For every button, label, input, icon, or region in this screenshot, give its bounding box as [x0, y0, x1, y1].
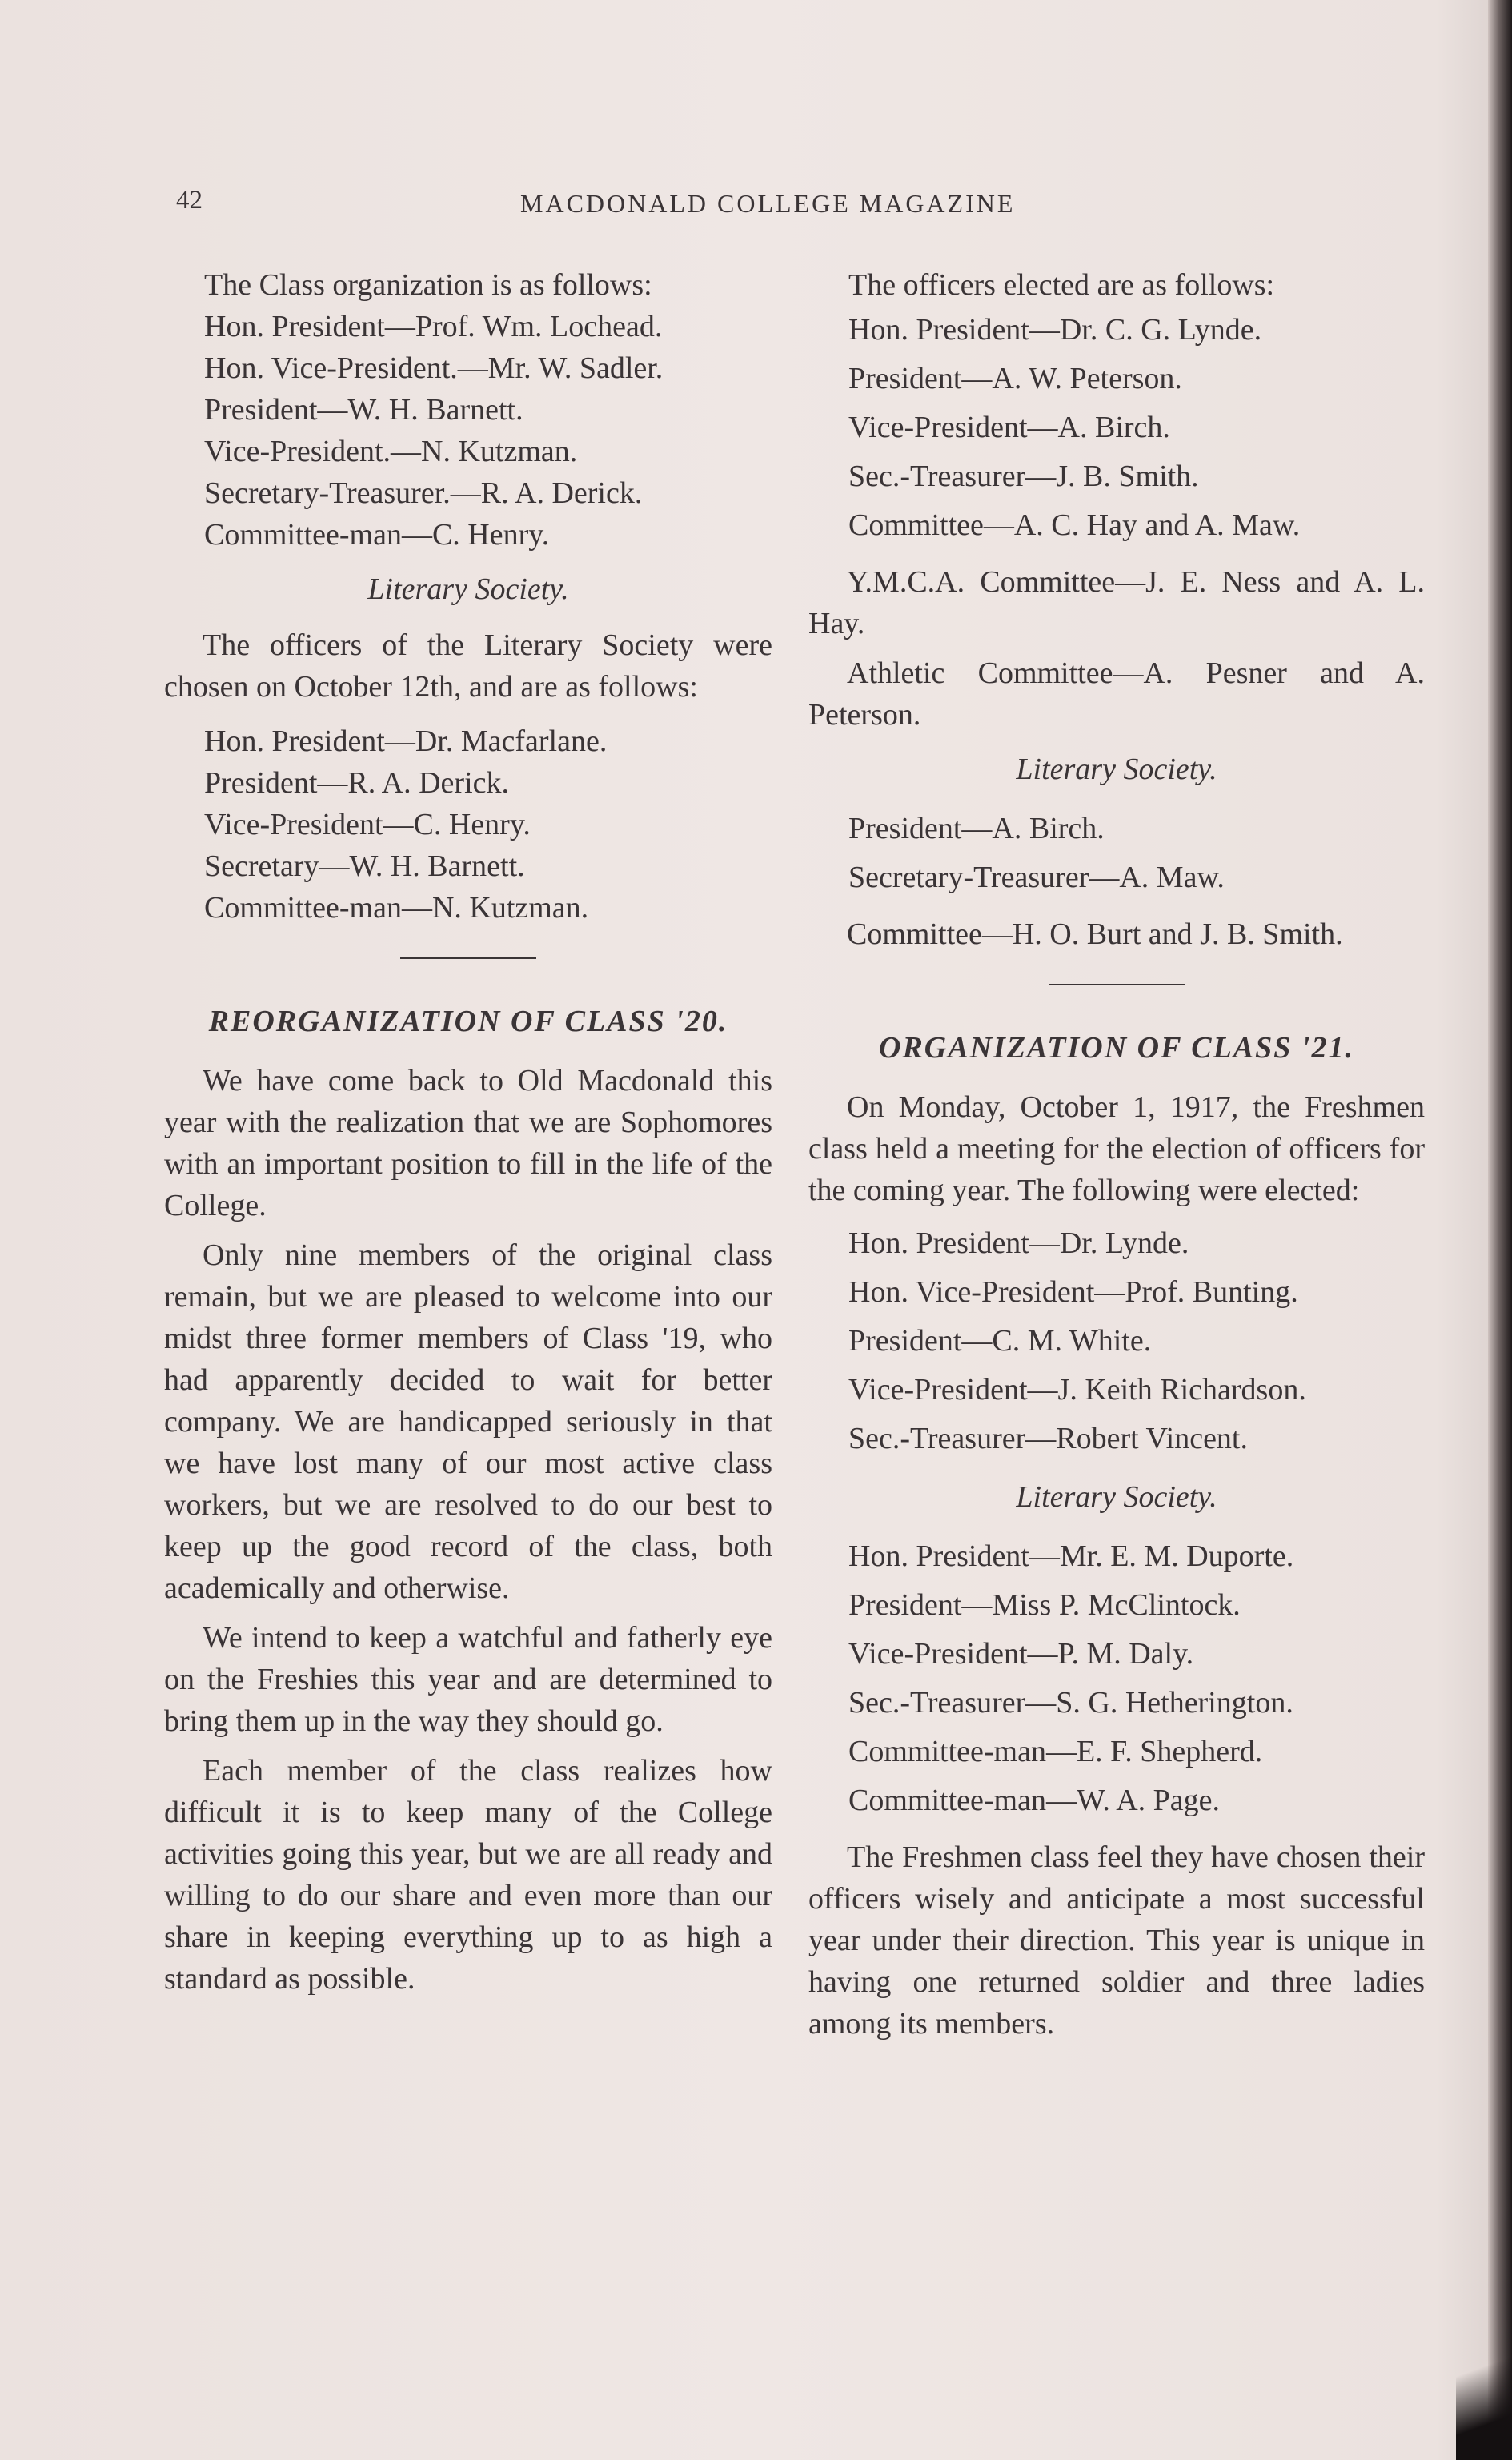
body-paragraph: We intend to keep a watchful and fatherly eye on the Freshies this year and are determined to bring them up in the way they should go.: [164, 1621, 772, 1738]
literary-officer-item: Vice-President—P. M. Daly.: [848, 1637, 1194, 1671]
officer-item: Vice-President—A. Birch.: [848, 411, 1170, 444]
literary-officer-item: Sec.-Treasurer—S. G. Hetherington.: [848, 1686, 1293, 1720]
literary-officer-item: Committee-man—E. F. Shepherd.: [848, 1735, 1263, 1768]
class-org-item: President—W. H. Barnett.: [204, 393, 523, 427]
literary-officer-item: Committee-man—N. Kutzman.: [204, 891, 589, 925]
literary-officer-item: Hon. President—Dr. Macfarlane.: [204, 724, 608, 758]
officers-intro: The officers elected are as follows:: [848, 268, 1275, 302]
literary-officers-list: [808, 805, 1425, 902]
officer-item: President—A. W. Peterson.: [848, 362, 1182, 395]
literary-officers-list: [164, 720, 772, 929]
literary-society-heading: Literary Society.: [367, 572, 569, 606]
running-title: MACDONALD COLLEGE MAGAZINE: [520, 189, 1016, 218]
class21-officer-item: Hon. Vice-President—Prof. Bunting.: [848, 1275, 1298, 1309]
body-paragraph: We have come back to Old Macdonald this year with the realization that we are Sophomores with an important position to fill in the life of the College.: [164, 1064, 772, 1222]
page-header: [176, 186, 1105, 226]
class21-officer-item: Sec.-Treasurer—Robert Vincent.: [848, 1422, 1248, 1455]
officer-item: Hon. President—Dr. C. G. Lynde.: [848, 313, 1262, 347]
reorganization-section-title: REORGANIZATION OF CLASS '20.: [208, 1005, 728, 1038]
officer-item: Committee—A. C. Hay and A. Maw.: [848, 508, 1301, 542]
closing-paragraph: The Freshmen class feel they have chosen their officers wisely and anticipate a most successful year under their direction. This year is unique in having one returned soldier and three ladies among its members.: [808, 1840, 1425, 2041]
literary-officer-item: President—A. Birch.: [848, 812, 1105, 845]
body-paragraph: On Monday, October 1, 1917, the Freshmen class held a meeting for the election of officers for the coming year. The following were elected:: [808, 1090, 1425, 1207]
left-column: [164, 264, 772, 2008]
class-org-intro: The Class organization is as follows:: [204, 268, 652, 302]
section-divider: [1049, 984, 1185, 985]
class-org-item: Hon. President—Prof. Wm. Lochead.: [204, 310, 663, 343]
body-paragraph: Only nine members of the original class remain, but we are pleased to welcome into our midst three former members of Class '19, who had apparently decided to wait for better company. We are handicapped seriously in that we have lost many of our most active class workers, but we are resolved to do our best to keep up the good record of the class, both academically and otherwise.: [164, 1238, 772, 1605]
class-org-list: [164, 306, 772, 556]
ymca-committee-line: Y.M.C.A. Committee—J. E. Ness and A. L. Hay.: [808, 565, 1425, 640]
class21-officer-item: President—C. M. White.: [848, 1324, 1152, 1358]
class21-officer-item: Vice-President—J. Keith Richardson.: [848, 1373, 1306, 1407]
section-divider: [400, 957, 536, 959]
literary-officer-item: Secretary—W. H. Barnett.: [204, 849, 525, 883]
binding-spine-shadow: [1488, 0, 1512, 2460]
literary-society-heading: Literary Society.: [1016, 752, 1217, 786]
right-column: [808, 264, 1425, 2053]
literary-officer-item: President—Miss P. McClintock.: [848, 1588, 1241, 1622]
body-paragraph: Each member of the class realizes how difficult it is to keep many of the College activities going this year, but we are all ready and willing to do our share and even more than our share in keeping everything up to as high a standard as possible.: [164, 1754, 772, 1996]
literary-officer-item: Secretary-Treasurer—A. Maw.: [848, 861, 1225, 894]
binding-corner-shadow: [1456, 2332, 1512, 2460]
page-number: 42: [176, 186, 203, 215]
organization-section-title: ORGANIZATION OF CLASS '21.: [879, 1031, 1354, 1065]
literary-officer-item: Committee-man—W. A. Page.: [848, 1784, 1221, 1817]
literary-society-heading: Literary Society.: [1016, 1480, 1217, 1514]
literary-intro-paragraph: The officers of the Literary Society were chosen on October 12th, and are as follows:: [164, 628, 772, 704]
literary-officer-item: Hon. President—Mr. E. M. Duporte.: [848, 1539, 1294, 1573]
class21-officers-list: [808, 1219, 1425, 1463]
class-org-item: Committee-man—C. Henry.: [204, 518, 550, 552]
class-org-item: Vice-President.—N. Kutzman.: [204, 435, 578, 468]
class-org-item: Hon. Vice-President.—Mr. W. Sadler.: [204, 351, 664, 385]
literary-officer-item: President—R. A. Derick.: [204, 766, 510, 800]
literary-committee-line: Committee—H. O. Burt and J. B. Smith.: [847, 917, 1343, 951]
class-org-item: Secretary-Treasurer.—R. A. Derick.: [204, 476, 643, 510]
literary-officers-list: [808, 1532, 1425, 1825]
officer-item: Sec.-Treasurer—J. B. Smith.: [848, 459, 1199, 493]
officers-list: [808, 306, 1425, 550]
athletic-committee-line: Athletic Committee—A. Pesner and A. Peterson.: [808, 656, 1425, 732]
class21-officer-item: Hon. President—Dr. Lynde.: [848, 1226, 1189, 1260]
literary-officer-item: Vice-President—C. Henry.: [204, 808, 531, 841]
